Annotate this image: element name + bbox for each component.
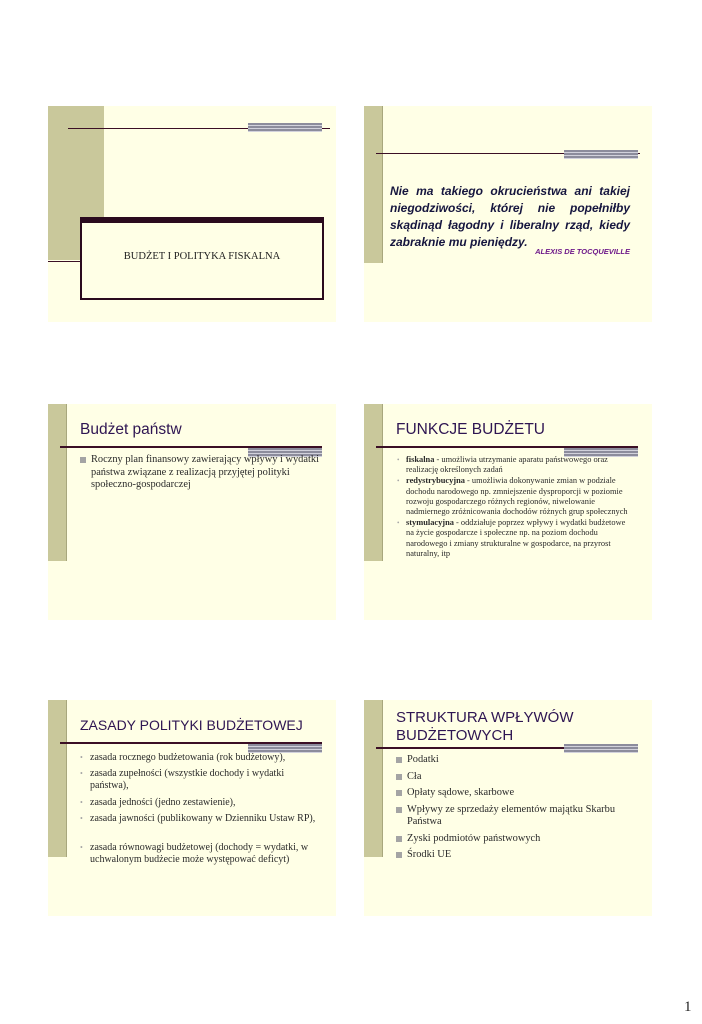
- list-item: Cła: [396, 771, 636, 784]
- slide-side-line: [382, 404, 383, 561]
- slide-5: [48, 700, 336, 916]
- list-item: Wpływy ze sprzedaży elementów majątku Skarbu Państwa: [396, 804, 636, 829]
- slide-1: [48, 106, 336, 322]
- list-item: • zasada jedności (jedno zestawienie),: [80, 797, 320, 809]
- list-item: Opłaty sądowe, skarbowe: [396, 787, 636, 800]
- slide-accent-bar: [364, 106, 382, 263]
- slide-title: ZASADY POLITYKI BUDŻETOWEJ: [80, 717, 303, 733]
- list-item: • zasada równowagi budżetowej (dochody = wydatki, w uchwalonym budżecie może występować deficyt): [80, 842, 320, 867]
- list-item: • zasada jawności (publikowany w Dzienniku Ustaw RP),: [80, 813, 320, 825]
- list-item: Roczny plan finansowy zawierający wpływy i wydatki państwa związane z realizacją przyjętej polityki społeczno-gospodarczej: [80, 454, 320, 492]
- list-item: • stymulacyjna - oddziałuje poprzez wpływy i wydatki budżetowe na życie gospodarcze i społeczne np. na poziom dochodu narodowego i zmiany strukturalne w gospodarce, na przyrost naturalny, itp: [397, 518, 635, 559]
- bullet-list: [80, 454, 320, 494]
- slide-accent-bar: [48, 700, 66, 857]
- list-item: • fiskalna - umożliwia utrzymanie aparatu państwowego oraz realizację określonych zadań: [397, 455, 635, 475]
- slide-side-line: [382, 700, 383, 857]
- bullet-list: [80, 752, 320, 902]
- bullet-list: [397, 455, 635, 560]
- quote-author: ALEXIS DE TOCQUEVILLE: [535, 247, 630, 256]
- slide-accent-bar: [364, 404, 382, 561]
- slide-3: [48, 404, 336, 620]
- slide-side-line: [66, 700, 67, 857]
- slide-decoration: [564, 744, 638, 753]
- title-box: [80, 217, 324, 300]
- slide-decoration: [564, 150, 638, 159]
- bullet-list: [396, 754, 636, 866]
- quote-text: Nie ma takiego okrucieństwa ani takiej niegodziwości, której nie popełniłby skądinąd łagodny i liberalny rząd, kiedy zabraknie mu pieniędzy.: [390, 184, 630, 249]
- slide-accent-bar: [364, 700, 382, 857]
- slide-6: [364, 700, 652, 916]
- slide-decoration: [248, 123, 322, 132]
- slide-title: BUDŻET I POLITYKA FISKALNA: [123, 251, 281, 262]
- slide-rule: [48, 261, 81, 262]
- slide-title: Budżet państw: [80, 421, 182, 438]
- list-item: Zyski podmiotów państwowych: [396, 833, 636, 846]
- slide-side-line: [382, 106, 383, 263]
- slide-side-line: [66, 404, 67, 561]
- list-item: Podatki: [396, 754, 636, 767]
- slide-title: FUNKCJE BUDŻETU: [396, 421, 545, 438]
- list-item: • zasada rocznego budżetowania (rok budżetowy),: [80, 752, 320, 764]
- slide-accent-bar: [48, 404, 66, 561]
- slide-2: [364, 106, 652, 322]
- page-number: 1: [684, 999, 692, 1015]
- slide-title: STRUKTURA WPŁYWÓW BUDŻETOWYCH: [396, 709, 574, 744]
- list-item: • redystrybucyjna - umożliwia dokonywanie zmian w podziale dochodu narodowego np. zmniejszenie dysproporcji w poziomie rozwoju gospodarczego różnych regionów, niwelowanie nadmiernego zróżnicowania dochodów różnych grup społecznych: [397, 476, 635, 517]
- list-item: • zasada zupełności (wszystkie dochody i wydatki państwa),: [80, 768, 320, 793]
- list-item: Środki UE: [396, 849, 636, 862]
- slide-4: [364, 404, 652, 620]
